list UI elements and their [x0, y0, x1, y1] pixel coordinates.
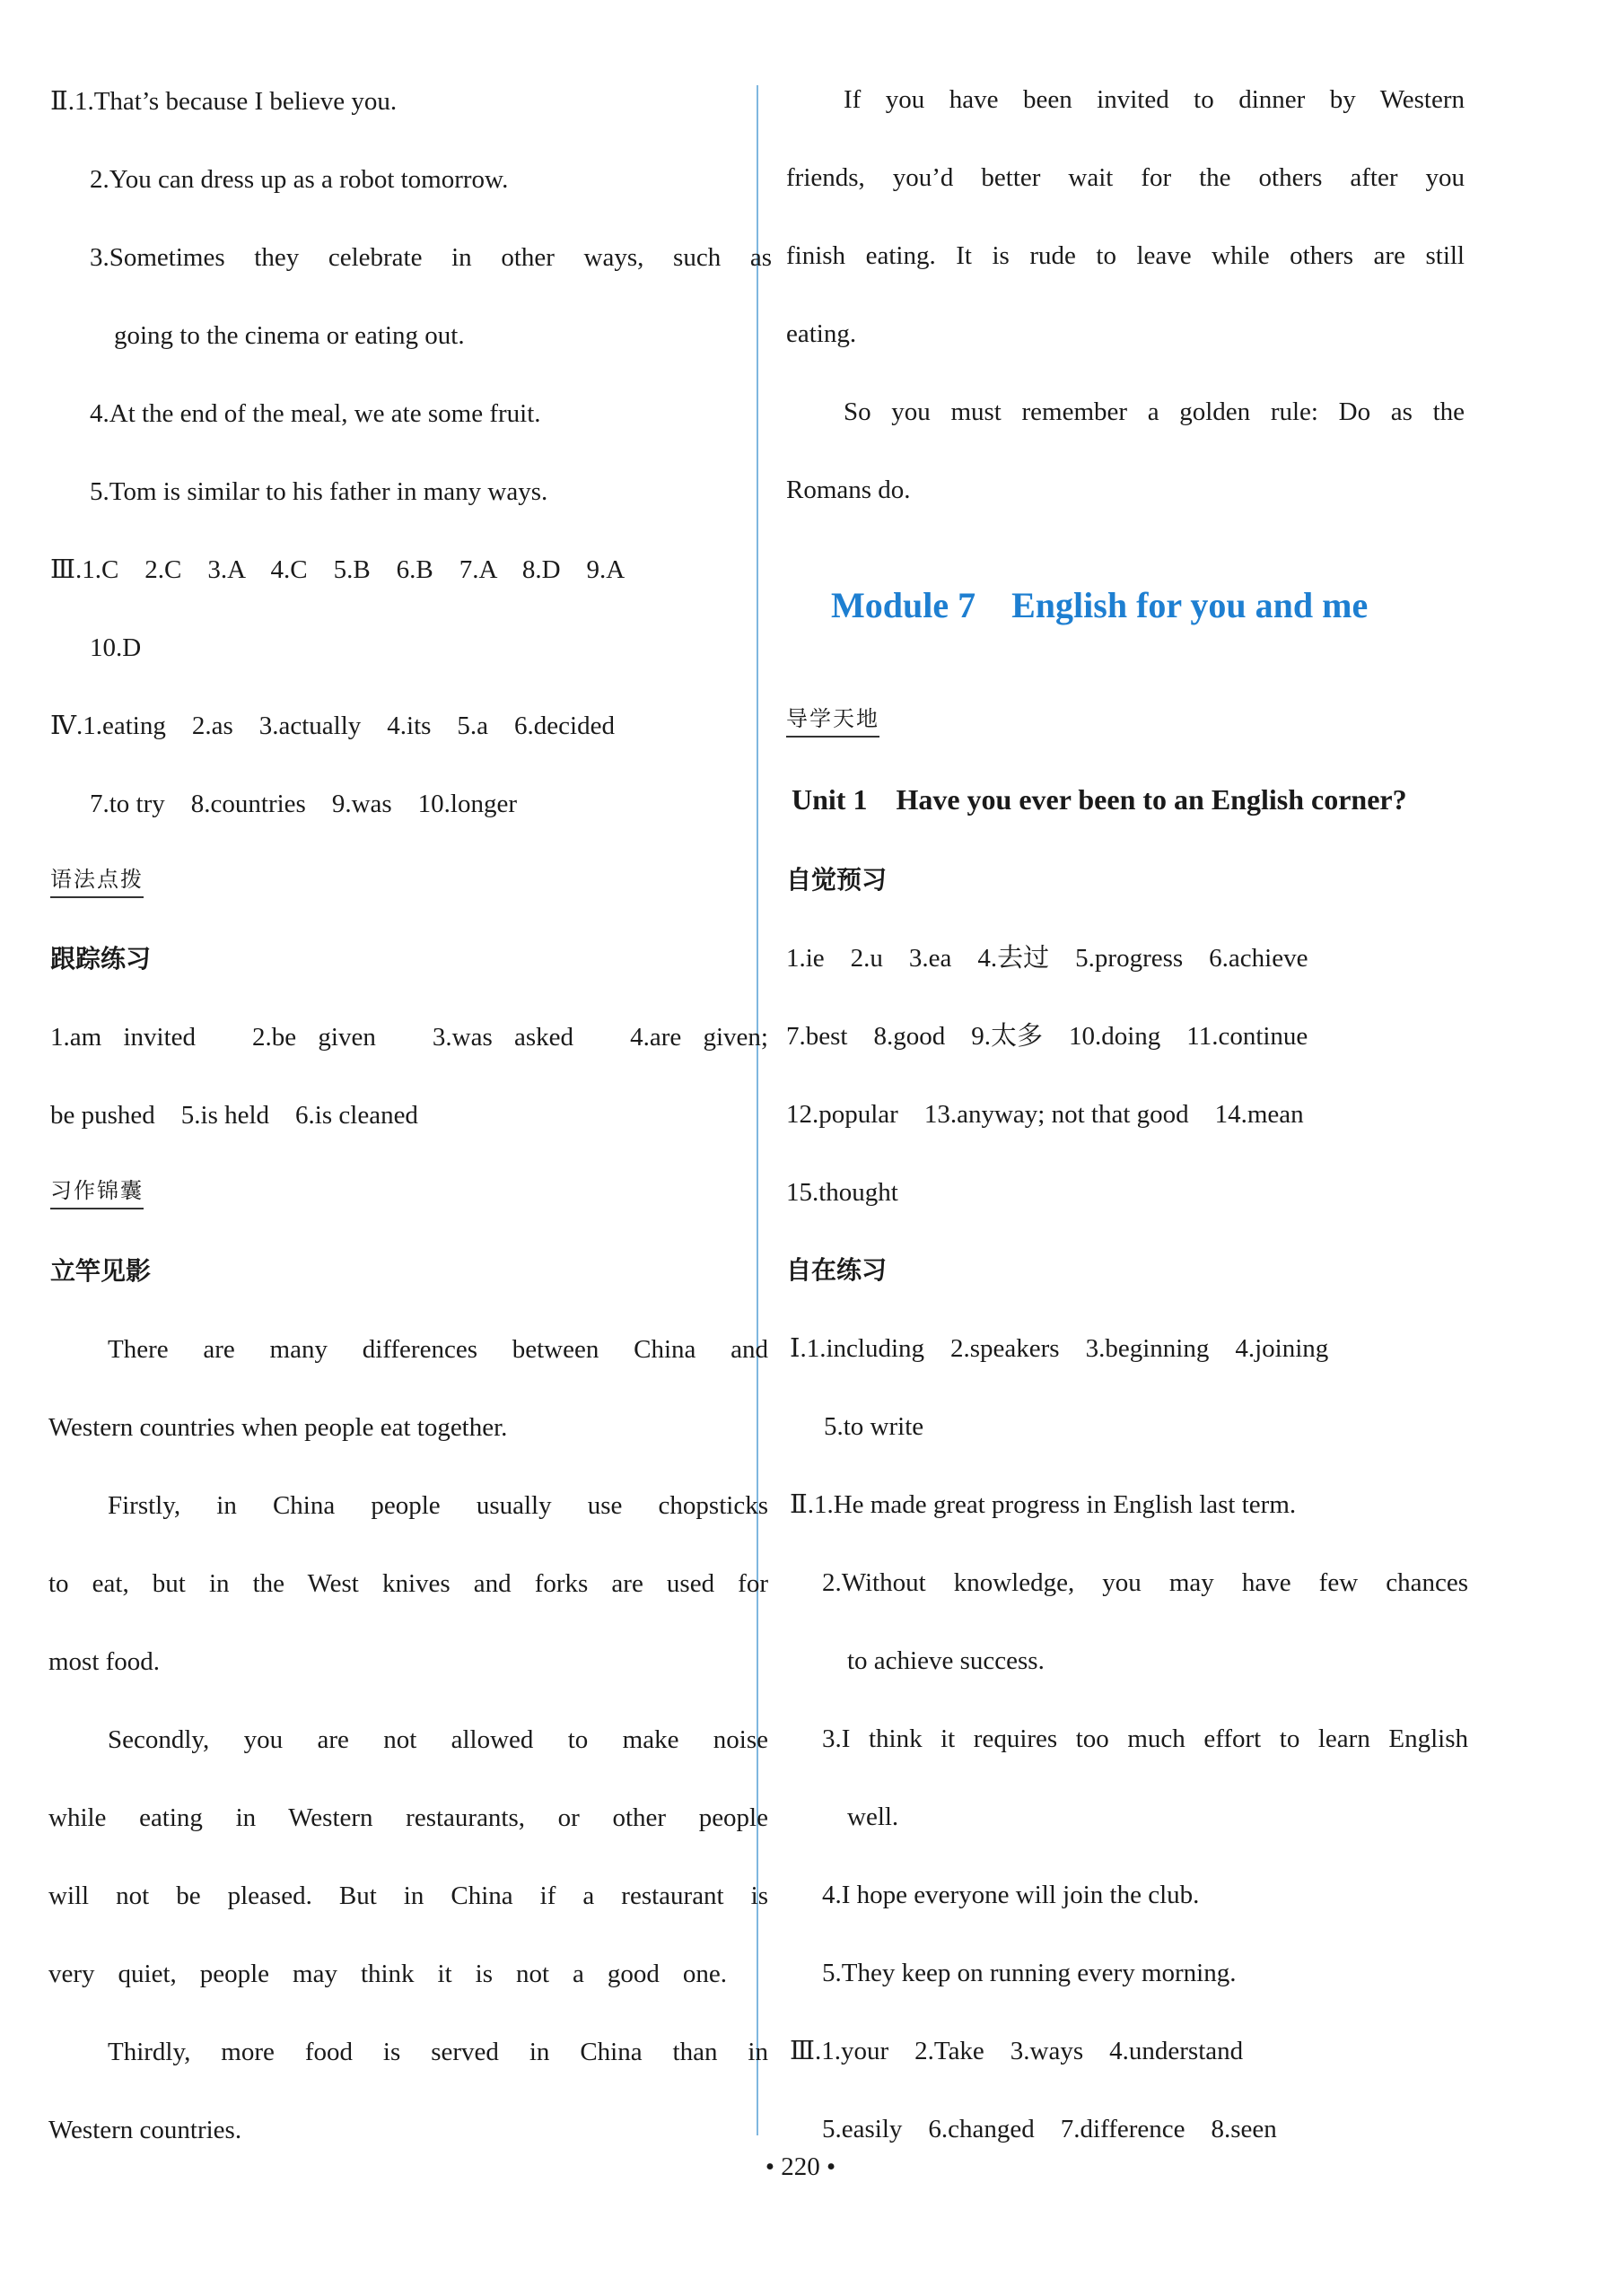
- answer-line: 15.thought: [786, 1178, 898, 1207]
- essay-line: Western countries when people eat together.: [48, 1413, 508, 1442]
- answer-line: 5.Tom is similar to his father in many ways.: [90, 477, 548, 506]
- answer-line: 3.Sometimes they celebrate in other ways, such as: [90, 243, 772, 272]
- answer-line: to achieve success.: [847, 1646, 1045, 1675]
- answer-line: 2.You can dress up as a robot tomorrow.: [90, 165, 509, 194]
- answer-line: Ⅰ.1.including 2.speakers 3.beginning 4.joining: [790, 1334, 1329, 1363]
- essay-line: Western countries.: [48, 2116, 242, 2144]
- essay-line: Thirdly, more food is served in China than in: [108, 2038, 768, 2066]
- section-heading-guide: 导学天地: [786, 703, 879, 738]
- subheading-preview: 自觉预习: [786, 865, 888, 895]
- essay-line: very quiet, people may think it is not a good one.: [48, 1960, 727, 1988]
- essay-line: There are many differences between China and: [108, 1335, 768, 1364]
- answer-line: 3.I think it requires too much effort to learn English: [822, 1724, 1468, 1753]
- answer-line: 5.easily 6.changed 7.difference 8.seen: [822, 2115, 1277, 2143]
- answer-line: be pushed 5.is held 6.is cleaned: [50, 1101, 418, 1130]
- answer-line: Ⅱ.1.That’s because I believe you.: [50, 87, 398, 116]
- answer-line: 4.I hope everyone will join the club.: [822, 1881, 1200, 1909]
- essay-line: most food.: [48, 1647, 161, 1676]
- answer-line: 5.to write: [824, 1412, 924, 1441]
- essay-line: Firstly, in China people usually use chopsticks: [108, 1491, 768, 1520]
- answer-line: 1.ie 2.u 3.ea 4.去过 5.progress 6.achieve: [786, 944, 1308, 973]
- answer-line: 12.popular 13.anyway; not that good 14.mean: [786, 1100, 1304, 1129]
- subheading-tracking: 跟踪练习: [50, 944, 152, 973]
- module-title: Module 7 English for you and me: [831, 585, 1369, 625]
- subheading-practice: 自在练习: [786, 1255, 888, 1285]
- essay-line: Secondly, you are not allowed to make noise: [108, 1725, 768, 1754]
- answer-line: 7.best 8.good 9.太多 10.doing 11.continue: [786, 1022, 1308, 1051]
- answer-line: 1.am invited 2.be given 3.was asked 4.are given;: [50, 1023, 768, 1052]
- unit-title: Unit 1 Have you ever been to an English corner?: [792, 783, 1407, 816]
- answer-line: Ⅱ.1.He made great progress in English last term.: [790, 1490, 1297, 1519]
- answer-line: 7.to try 8.countries 9.was 10.longer: [90, 790, 518, 818]
- essay-line: Romans do.: [786, 476, 911, 504]
- essay-line: to eat, but in the West knives and forks are used for: [48, 1569, 768, 1598]
- essay-line: If you have been invited to dinner by Western: [844, 85, 1465, 114]
- essay-line: will not be pleased. But in China if a restaurant is: [48, 1881, 768, 1910]
- answer-line: well.: [847, 1803, 899, 1831]
- essay-line: eating.: [786, 319, 857, 348]
- essay-line: So you must remember a golden rule: Do as the: [844, 397, 1465, 426]
- essay-line: while eating in Western restaurants, or other people: [48, 1803, 768, 1832]
- answer-line: 5.They keep on running every morning.: [822, 1959, 1237, 1987]
- answer-line: going to the cinema or eating out.: [114, 321, 465, 350]
- answer-line: 10.D: [90, 633, 142, 662]
- answer-line: 2.Without knowledge, you may have few chances: [822, 1568, 1468, 1597]
- answer-line: Ⅲ.1.C 2.C 3.A 4.C 5.B 6.B 7.A 8.D 9.A: [50, 555, 626, 584]
- section-heading-writing: 习作锦囊: [50, 1175, 144, 1209]
- section-heading-grammar: 语法点拨: [50, 864, 144, 898]
- essay-line: friends, you’d better wait for the others after you: [786, 163, 1465, 192]
- answer-line: 4.At the end of the meal, we ate some fruit.: [90, 399, 541, 428]
- essay-line: finish eating. It is rude to leave while others are still: [786, 241, 1465, 270]
- answer-line: Ⅳ.1.eating 2.as 3.actually 4.its 5.a 6.decided: [50, 711, 615, 740]
- answer-line: Ⅲ.1.your 2.Take 3.ways 4.understand: [790, 2037, 1244, 2065]
- subheading-instant: 立竿见影: [50, 1256, 152, 1286]
- page-number: • 220 •: [765, 2152, 836, 2181]
